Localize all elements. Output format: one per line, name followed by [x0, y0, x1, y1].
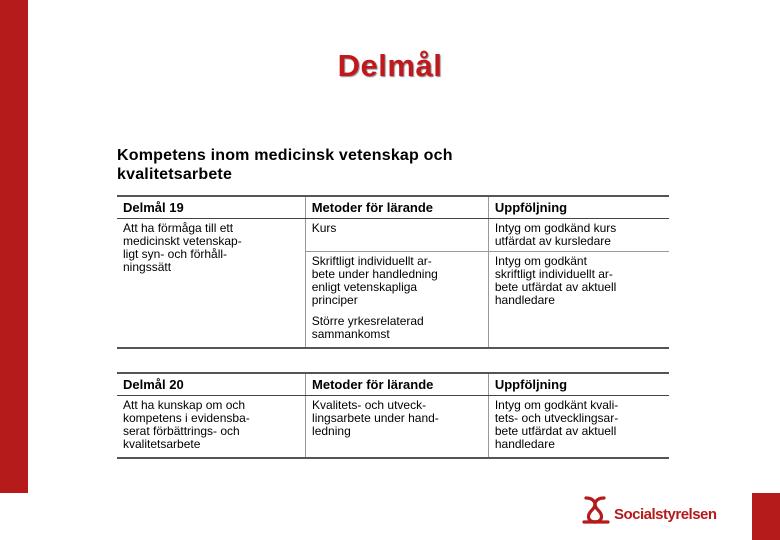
goal-cell	[117, 396, 306, 459]
method-line: lingsarbete under hand-	[312, 411, 439, 425]
goal-line: kvalitetsarbete	[123, 437, 201, 451]
bottom-right-accent-bar	[752, 493, 780, 540]
table-header-row	[117, 373, 669, 396]
socialstyrelsen-logo-text: Socialstyrelsen	[614, 506, 717, 523]
goal-line: ligt syn- och förhåll-	[123, 247, 228, 261]
followup-cell	[488, 219, 669, 252]
method-line: enligt vetenskapliga	[311, 280, 418, 294]
method-line: Skriftligt individuellt ar-	[311, 254, 432, 268]
followup-cell	[488, 396, 669, 459]
followup-line: tets- och utvecklingsar-	[494, 411, 619, 425]
followup-header: Uppföljning	[488, 373, 669, 396]
method-line: sammankomst	[311, 327, 390, 341]
followup-header: Uppföljning	[488, 196, 669, 219]
method-paragraph	[312, 255, 482, 307]
table-row	[117, 219, 669, 252]
goal-line: kompetens i evidensba-	[123, 411, 250, 425]
table-row	[117, 396, 669, 459]
method-cell	[305, 252, 488, 349]
goal-header: Delmål 19	[117, 196, 305, 219]
table-header-row	[117, 196, 669, 219]
document-heading-line: Kompetens inom medicinsk vetenskap och	[117, 147, 453, 164]
methods-header: Metoder för lärande	[306, 373, 489, 396]
method-cell	[305, 219, 488, 252]
document-heading-line: kvalitetsarbete	[117, 166, 233, 183]
goal-line: ningssätt	[123, 260, 172, 274]
method-line: Kurs	[311, 221, 337, 235]
followup-line: utfärdat av kursledare	[494, 234, 611, 248]
goal-line: Att ha kunskap om och	[123, 398, 246, 412]
followup-line: Intyg om godkänt	[494, 254, 587, 268]
method-paragraph	[312, 315, 482, 341]
methods-header: Metoder för lärande	[305, 196, 488, 219]
followup-line: skriftligt individuellt ar-	[494, 267, 613, 281]
method-line: principer	[311, 293, 358, 307]
method-line: bete under handledning	[311, 267, 438, 281]
goal-header: Delmål 20	[117, 373, 306, 396]
delmal-19-table	[117, 195, 669, 349]
slide-title: Delmål	[337, 48, 443, 83]
followup-line: bete utfärdat av aktuell	[494, 280, 617, 294]
method-line: Större yrkesrelaterad	[311, 314, 424, 328]
followup-line: bete utfärdat av aktuell	[494, 424, 617, 438]
goal-line: serat förbättrings- och	[123, 424, 240, 438]
method-cell	[306, 396, 489, 459]
followup-line: handledare	[494, 293, 555, 307]
method-line: Kvalitets- och utveck-	[312, 398, 427, 412]
followup-line: Intyg om godkänt kvali-	[494, 398, 619, 412]
goal-line: medicinskt vetenskap-	[123, 234, 242, 248]
followup-cell	[488, 252, 669, 349]
goal-cell	[117, 219, 305, 349]
document-heading	[117, 146, 597, 184]
followup-line: handledare	[494, 437, 555, 451]
method-line: ledning	[312, 424, 351, 438]
goal-line: Att ha förmåga till ett	[123, 221, 234, 235]
followup-line: Intyg om godkänd kurs	[494, 221, 617, 235]
delmal-20-table	[117, 372, 669, 459]
